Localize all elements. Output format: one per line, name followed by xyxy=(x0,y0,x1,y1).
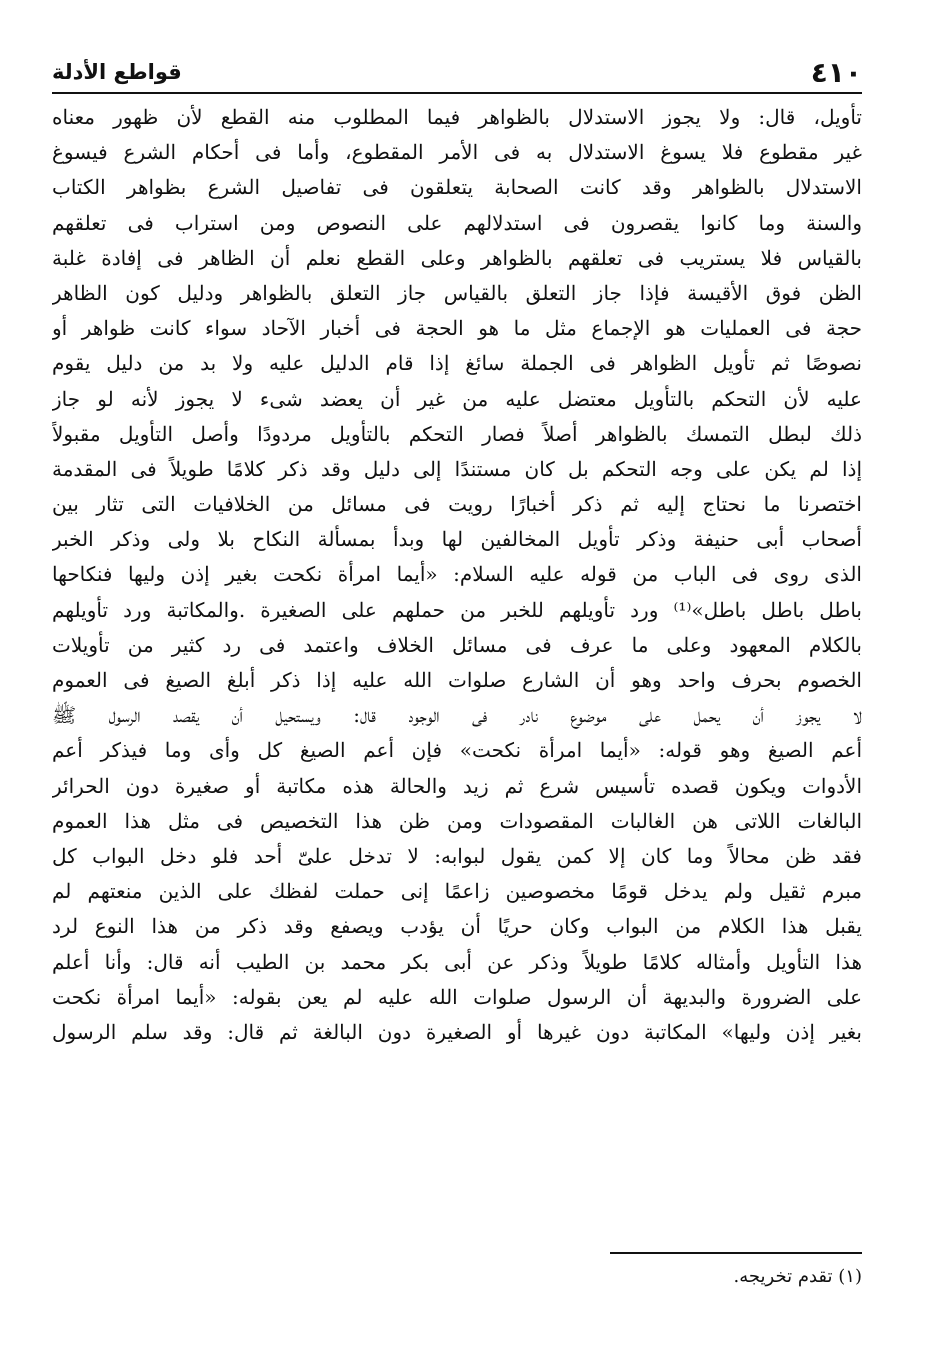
text-line: البالغات اللاتى هن الغالبات المقصودات ومن ظن هذا التخصيص فى مثل هذا العموم xyxy=(52,808,862,833)
text-line: تأويل، قال: ولا يجوز الاستدلال بالظواهر فيما المطلوب منه القطع لأن ظهور معناه xyxy=(52,105,862,129)
page-header xyxy=(52,52,862,94)
text-line: أصحاب أبى حنيفة وذكر تأويل المخالفين لها وبدأ بمسألة النكاح بلا ولى وذكر الخبر xyxy=(52,527,862,552)
book-title: قواطع الأدلة xyxy=(52,60,182,84)
text-line: الذى روى فى الباب من قوله عليه السلام: «أيما امرأة نكحت بغير إذن وليها فنكاحها xyxy=(52,562,862,587)
text-line: عليه لأن التحكم بالتأويل معتضل عليه من غير أن يعضد شىء لا يجوز لأنه لو جاز xyxy=(52,386,862,411)
text-line: بالكلام المعهود وعلى ما عرف فى مسائل الخلاف واعتمد فى رد كثير من تأويلات xyxy=(52,632,862,657)
text-line: الخصوم بحرف واحد وهو أن الشارع صلوات الله عليه إذا ذكر أبلغ الصيغ فى العموم xyxy=(52,668,862,692)
text-line: لا يجوز أن يحمل على موضوع نادر فى الوجود قال: ويستحيل أن يقصد الرسول ﷺ xyxy=(52,703,862,728)
main-text xyxy=(52,100,862,1250)
text-line: على الضرورة والبديهة أن الرسول صلوات الله عليه لم يعن بقوله: «أيما امرأة نكحت xyxy=(52,984,862,1009)
page-number: ٤١٠ xyxy=(810,55,862,89)
text-line: يقبل هذا الكلام من البواب وكان حريًا أن يؤدب ويصفع وقد ذكر من هذا النوع لرد xyxy=(52,914,862,939)
text-line: بغير إذن وليها» المكاتبة دون غيرها أو الصغيرة دون البالغة ثم قال: وقد سلم الرسول xyxy=(52,1019,862,1044)
text-line: اختصرنا ما نحتاج إليه ثم ذكر أخبارًا رويت فى مسائل من الخلافيات التى تثار بين xyxy=(52,492,862,517)
text-line: حجة فى العمليات هو الإجماع مثل ما هو الحجة فى أخبار الآحاد سواء كانت ظواهر أو xyxy=(52,316,862,341)
text-line: هذا التأويل وأمثاله كلامًا طويلاً وذكر عن أبى بكر محمد بن الطيب أنه قال: وأنا أعلم xyxy=(52,949,862,974)
text-line: بالقياس فلا يستريب فى تعلقهم بالظواهر وعلى القطع نعلم أن الظاهر فى إفادة غلبة xyxy=(52,245,862,270)
text-line: باطل باطل باطل»⁽¹⁾ ورد تأويلهم للخبر من حملهم على الصغيرة .والمكاتبة ورد تأويلهم xyxy=(52,597,862,622)
text-line: الأدوات ويكون قصده تأسيس شرع ثم زيد والحالة هذه مكاتبة أو صغيرة دون الحرائر xyxy=(52,773,862,798)
footnote: (١) تقدم تخريجه. xyxy=(733,1266,862,1287)
text-line: أعم الصيغ وهو قوله: «أيما امرأة نكحت» فإن أعم الصيغ كل وأى وما فيذكر أعم xyxy=(52,738,862,763)
text-line: إذا لم يكن على وجه التحكم بل كان مستندًا إلى دليل وقد ذكر كلامًا طويلاً فى المقدمة xyxy=(52,456,862,481)
text-line: غير مقطوع فلا يسوغ الاستدلال به فى الأمر المقطوع، وأما فى أحكام الشرع فيسوغ xyxy=(52,140,862,165)
text-line: الاستدلال بالظواهر وقد كانت الصحابة يتعلقون فى تفاصيل الشرع بظواهر الكتاب xyxy=(52,175,862,200)
text-line: مبرم ثقيل ولم يدخل قومًا مخصوصين زاعمًا إنى حملت لفظك على الذين منعتهم لم xyxy=(52,879,862,904)
text-line: الظن فوق الأقيسة فإذا جاز التعلق بالقياس جاز التعلق بالظواهر ودليل كون الظاهر xyxy=(52,280,862,305)
text-line: ذلك لبطل التمسك بالظواهر أصلاً فصار التحكم بالتأويل مردودًا وأصل التأويل مقبولاً xyxy=(52,421,862,446)
text-line: نصوصًا ثم تأويل الظواهر فى الجملة سائغ إذا قام الدليل عليه ولا بد من دليل يقوم xyxy=(52,351,862,376)
text-line: والسنة وما كانوا يقصرون فى استدلالهم على النصوص ومن استراب فى تعلقهم xyxy=(52,210,862,235)
text-line: فقد ظن محالاً وما كان إلا كمن يقول لبوابه: لا تدخل علىّ أحد فلو دخل البواب كل xyxy=(52,843,862,868)
footnote-separator xyxy=(610,1252,862,1254)
